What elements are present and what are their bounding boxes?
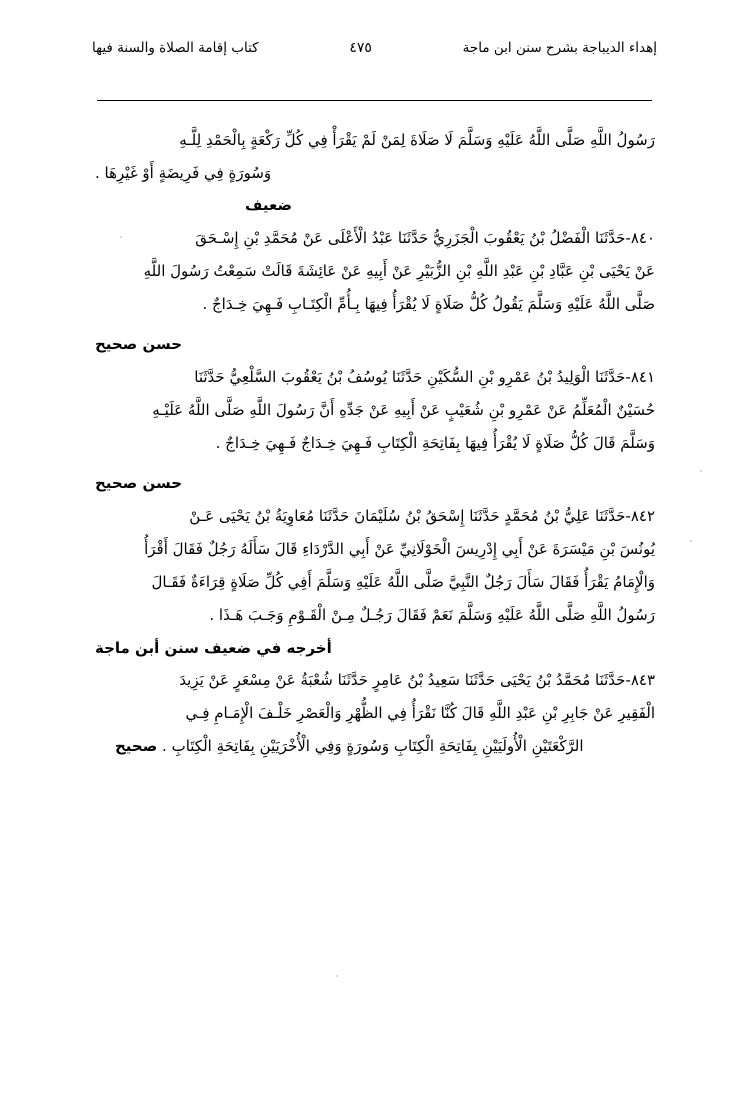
scan-speck	[690, 540, 692, 542]
text-line	[95, 599, 655, 632]
text-line-content: رَسُولُ اللَّهِ صَلَّى اللَّهُ عَلَيْهِ وَسَلَّمَ لَا صَلَاةَ لِمَنْ لَمْ يَقْرَأْ فِي كُلِّ رَكْعَةٍ بِالْحَمْدِ لِلَّـهِ	[179, 131, 655, 149]
hadith-entry	[95, 664, 655, 763]
text-line-content: الرَّكْعَتَيْنِ الْأُولَيَيْنِ بِفَاتِحَةِ الْكِتَابِ وَسُورَةٍ وَفِي الْأُخْرَيَيْنِ بِفَاتِحَةِ الْكِتَابِ .	[162, 737, 584, 755]
text-line	[95, 124, 655, 157]
text-line	[95, 361, 655, 394]
hadith-entry	[95, 500, 655, 664]
running-header	[92, 40, 657, 56]
grade-label: صحيح	[115, 737, 158, 755]
text-line-content: ٨٤٠-حَدَّثَنَا الْفَضْلُ بْنُ يَعْقُوبَ الْجَزَرِيُّ حَدَّثَنَا عَبْدُ الْأَعْلَى عَنْ مُحَمَّدِ بْنِ إِسْـحَقَ	[195, 229, 655, 247]
hadith-entry	[95, 361, 655, 498]
text-line-content: عَنْ يَحْيَى بْنِ عَبَّادِ بْنِ عَبْدِ اللَّهِ بْنِ الزُّبَيْرِ عَنْ أَبِيهِ عَنْ عَائِشَةَ قَالَتْ سَمِعْتُ رَسُولَ اللَّهِ	[143, 262, 655, 280]
text-line	[95, 222, 655, 255]
text-line-content: الْفَقِيرِ عَنْ جَابِرِ بْنِ عَبْدِ اللَّهِ قَالَ كُنَّا نَقْرَأُ فِي الظُّهْرِ وَالْعَصْرِ خَلْـفَ الْإِمَـامِ فِـي	[185, 704, 655, 722]
header-chapter-title-left: كتاب إقامة الصلاة والسنة فيها	[92, 40, 259, 56]
text-line	[95, 697, 655, 730]
spacer	[95, 321, 655, 329]
text-line	[95, 500, 655, 533]
text-line-content: وَسُورَةٍ فِي فَرِيضَةٍ أَوْ غَيْرِهَا .	[95, 164, 272, 182]
text-line-content: وَسَلَّمَ قَالَ كُلُّ صَلَاةٍ لَا يُقْرَأُ فِيهَا بِفَاتِحَةِ الْكِتَابِ فَـهِيَ خِـدَاجٌ فَـهِيَ خِـدَاجٌ .	[215, 434, 655, 452]
text-line	[95, 427, 655, 460]
text-line	[95, 533, 655, 566]
text-line-content: وَالْإِمَامُ يَقْرَأُ فَقَالَ سَأَلَ رَجُلٌ النَّبِيَّ صَلَّى اللَّهُ عَلَيْهِ وَسَلَّمَ أَفِي كُلِّ صَلَاةٍ قِرَاءَةٌ فَقَـالَ	[151, 573, 655, 591]
header-divider-rule	[97, 100, 652, 101]
text-line-content: ٨٤١-حَدَّثَنَا الْوَلِيدُ بْنُ عَمْرِو بْنِ السُّكَيْنِ حَدَّثَنَا يُوسُفُ بْنُ يَعْقُوبَ السَّلْعِيُّ حَدَّثَنَا	[194, 368, 655, 386]
page-number: ٤٧٥	[349, 40, 372, 56]
text-line	[95, 157, 655, 190]
text-line	[95, 255, 655, 288]
text-line-content: ٨٤٣-حَدَّثَنَا مُحَمَّدُ بْنُ يَحْيَى حَدَّثَنَا سَعِيدُ بْنُ عَامِرٍ حَدَّثَنَا شُعْبَةُ عَنْ مِسْعَرٍ عَنْ يَزِيدَ	[179, 671, 655, 689]
text-line	[95, 394, 655, 427]
text-line-with-grade	[95, 730, 655, 763]
spacer	[95, 460, 655, 468]
text-line-content: ٨٤٢-حَدَّثَنَا عَلِيُّ بْنُ مُحَمَّدٍ حَدَّثَنَا إِسْحَقُ بْنُ سُلَيْمَانَ حَدَّثَنَا مُعَاوِيَةُ بْنُ يَحْيَى عَـنْ	[189, 507, 655, 525]
page-body	[95, 124, 655, 763]
scan-speck	[120, 236, 122, 238]
text-line	[95, 566, 655, 599]
text-line	[95, 288, 655, 321]
text-line-content: صَلَّى اللَّهُ عَلَيْهِ وَسَلَّمَ يَقُولُ كُلُّ صَلَاةٍ لَا يُقْرَأُ فِيهَا بِـأُمِّ الْكِتَـابِ فَـهِيَ خِـدَاجٌ .	[202, 295, 655, 313]
grade-label: حسن صحيح	[95, 335, 183, 353]
header-book-title-right: إهداء الديباجة بشرح سنن ابن ماجة	[462, 40, 657, 56]
grade-label: حسن صحيح	[95, 474, 183, 492]
scan-speck	[700, 470, 702, 472]
hadith-entry	[95, 222, 655, 359]
text-line-content: حُسَيْنٌ الْمُعَلِّمُ عَنْ عَمْرِو بْنِ شُعَيْبٍ عَنْ أَبِيهِ عَنْ جَدِّهِ أَنَّ رَسُولَ اللَّهِ صَلَّى اللَّهُ عَلَيْـهِ	[152, 401, 655, 419]
text-line	[95, 664, 655, 697]
text-line-content: رَسُولُ اللَّهِ صَلَّى اللَّهُ عَلَيْهِ وَسَلَّمَ نَعَمْ فَقَالَ رَجُـلٌ مِـنْ الْقَـوْمِ وَجَـبَ هَـذَا .	[209, 606, 655, 624]
takhrij-note: أخرجه في ضعيف سنن أبن ماجة	[95, 639, 332, 657]
text-line-content: يُونُسَ بْنِ مَيْسَرَةَ عَنْ أَبِي إِدْرِيسَ الْخَوْلَانِيِّ عَنْ أَبِي الدَّرْدَاءِ قَالَ سَأَلَهُ رَجُلٌ فَقَالَ أَقْرَأُ	[144, 540, 655, 558]
grade-label: ضعيف	[245, 196, 292, 214]
scan-speck	[336, 975, 338, 977]
continuation-block	[95, 124, 655, 220]
